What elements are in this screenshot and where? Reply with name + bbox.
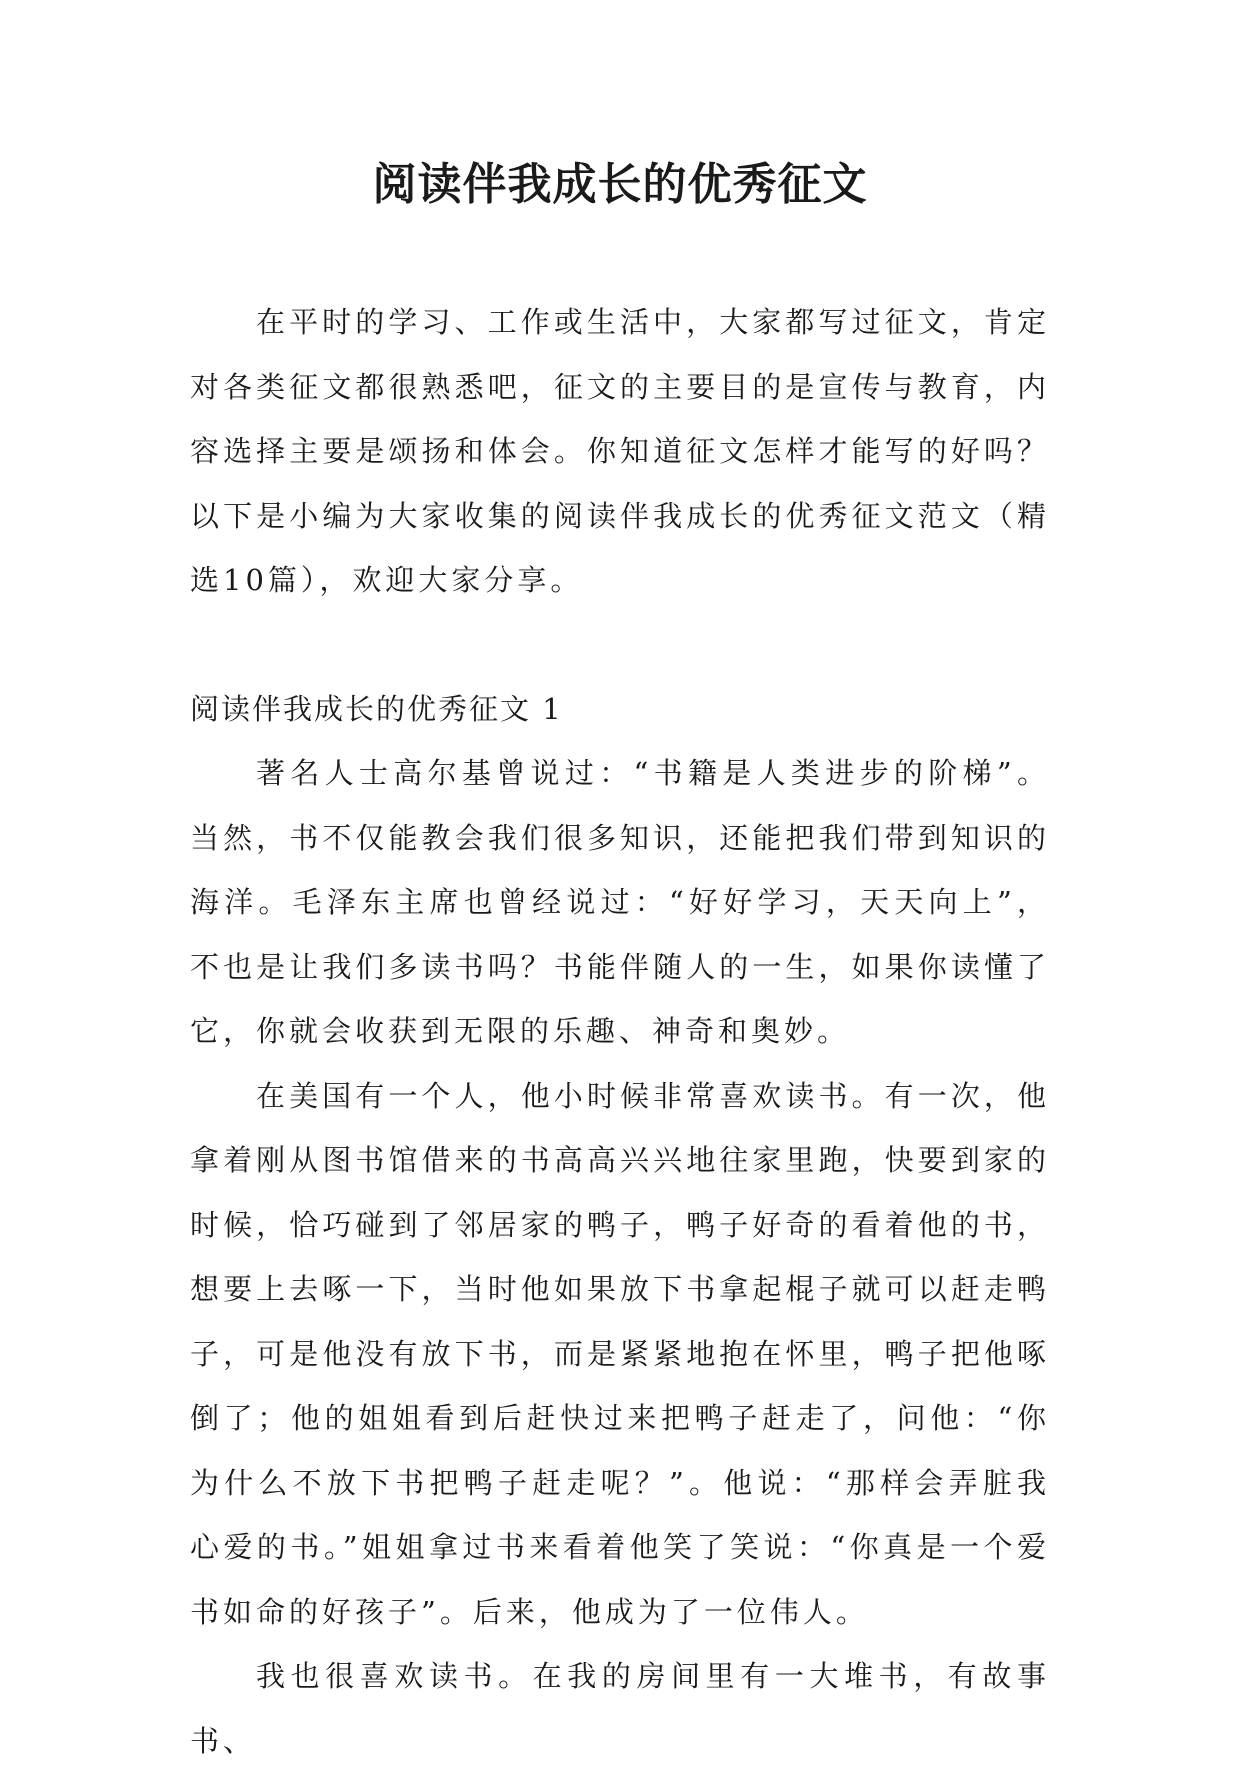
body-paragraph-1: 著名人士高尔基曾说过：“书籍是人类进步的阶梯”。当然，书不仅能教会我们很多知识，还能把我们带到知识的海洋。毛泽东主席也曾经说过：“好好学习，天天向上”，不也是让我们多读书吗？书能伴随人的一生，如果你读懂了它，你就会收获到无限的乐趣、神奇和奥妙。 <box>190 756 1050 1048</box>
body-paragraph-2: 在美国有一个人，他小时候非常喜欢读书。有一次，他拿着刚从图书馆借来的书高高兴兴地往家里跑，快要到家的时候，恰巧碰到了邻居家的鸭子，鸭子好奇的看着他的书，想要上去啄一下，当时他如果放下书拿起棍子就可以赶走鸭子，可是他没有放下书，而是紧紧地抱在怀里，鸭子把他啄倒了；他的姐姐看到后赶快过来把鸭子赶走了，问他：“你为什么不放下书把鸭子赶走呢？”。他说：“那样会弄脏我心爱的书。”姐姐拿过书来看着他笑了笑说：“你真是一个爱书如命的好孩子”。后来，他成为了一位伟人。 <box>190 1078 1050 1629</box>
intro-paragraph: 在平时的学习、工作或生活中，大家都写过征文，肯定对各类征文都很熟悉吧，征文的主要目的是宣传与教育，内容选择主要是颂扬和体会。你知道征文怎样才能写的好吗？以下是小编为大家收集的阅读伴我成长的优秀征文范文（精选10篇），欢迎大家分享。 <box>190 305 1050 597</box>
document-title: 阅读伴我成长的优秀征文 <box>372 159 868 210</box>
document-body <box>190 290 1050 1773</box>
section-heading: 阅读伴我成长的优秀征文 1 <box>190 691 563 726</box>
paragraph-spacer <box>190 613 1050 677</box>
body-paragraph-3: 我也很喜欢读书。在我的房间里有一大堆书，有故事书、 <box>190 1659 1050 1758</box>
